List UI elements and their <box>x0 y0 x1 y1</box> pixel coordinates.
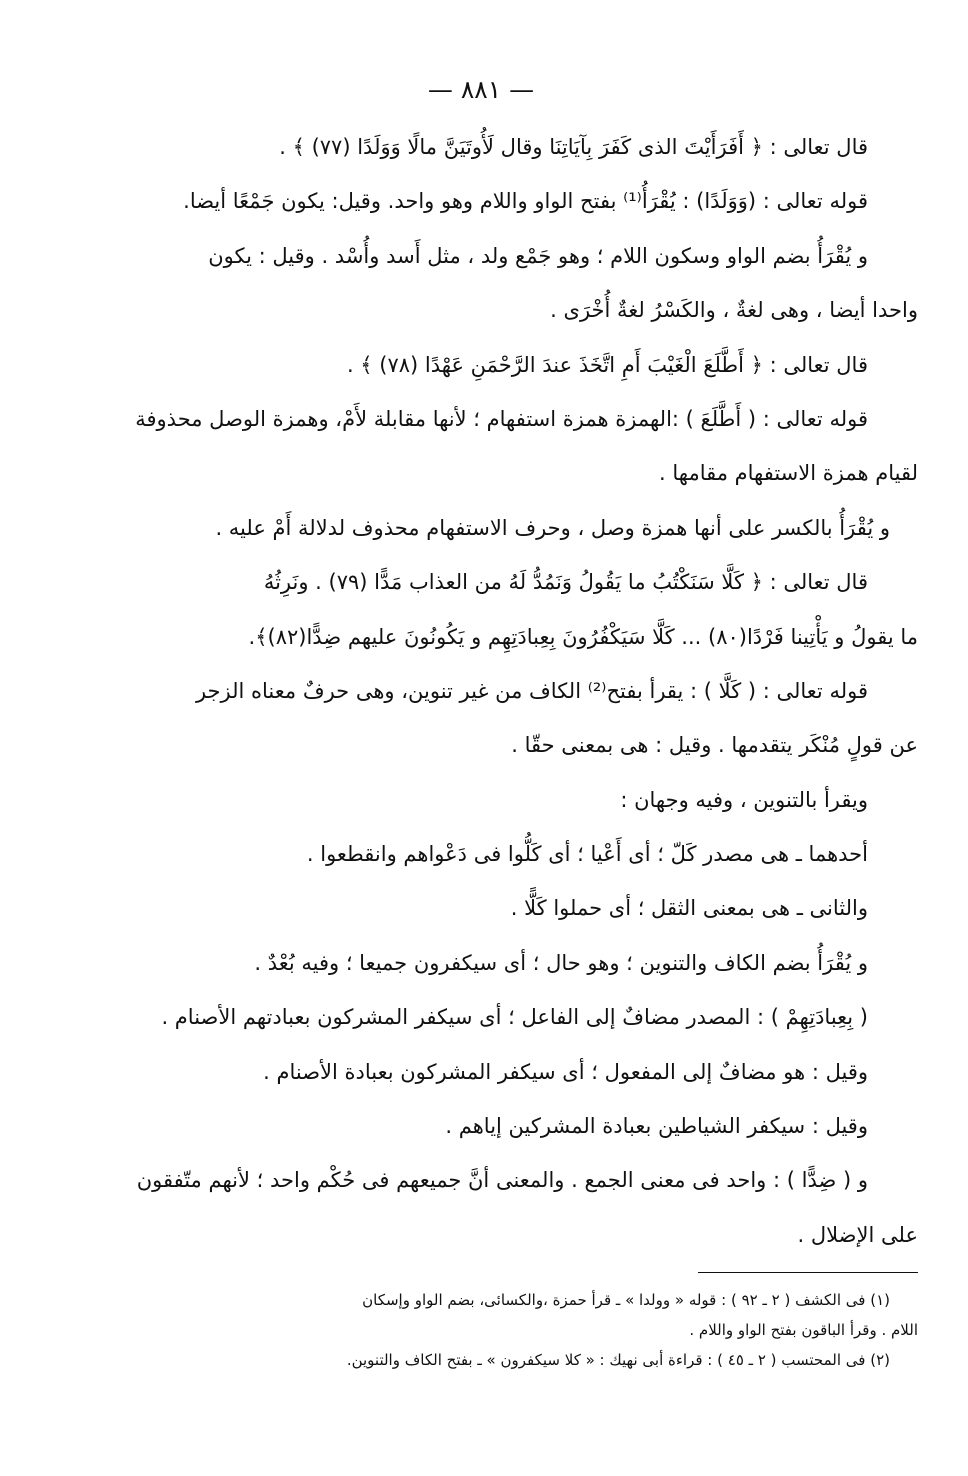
commentary-line: قوله تعالى : (وَوَلَدًا) : يُقْرَأُ⁽¹⁾ بفتح الواو واللام وهو واحد. وقيل: يكون جَمْعًا أيضا. <box>183 189 868 214</box>
commentary-line: قوله تعالى : ( كَلَّا ) : يقرأ بفتح⁽²⁾ الكاف من غير تنوين، وهى حرفٌ معناه الزجر <box>195 678 868 703</box>
commentary-line: على الإضلال . <box>797 1222 918 1247</box>
commentary-line: واحدا أيضا ، وهى لغةٌ ، والكَسْرُ لغةٌ أُخْرَى . <box>550 298 918 323</box>
footnote-line: (٢) فى المحتسب ( ٢ ـ ٤٥ ) : قراءة أبى نهيك : « كلا سيكفرون » ـ بفتح الكاف والتنوين. <box>346 1351 890 1370</box>
commentary-line: وقيل : هو مضافٌ إلى المفعول ؛ أى سيكفر المشركون بعبادة الأصنام . <box>263 1059 868 1084</box>
verse-line: قال تعالى : ﴿ أَطَّلَعَ الْغَيْبَ أَمِ اتَّخَذَ عندَ الرَّحْمَنِ عَهْدًا (٧٨) ﴾ . <box>346 352 868 377</box>
verse-line: قال تعالى : ﴿ أَفَرَأَيْتَ الذى كَفَرَ بِآيَاتِنَا وقال لَأُوتَيَنَّ مالًا وَوَلَدًا (٧٧) ﴾ . <box>279 135 868 159</box>
commentary-line: و يُقْرَأُ بالكسر على أنها همزة وصل ، وحرف الاستفهام محذوف لدلالة أَمْ عليه . <box>215 515 890 540</box>
commentary-line: و يُقْرَأُ بضم الكاف والتنوين ؛ وهو حال ؛ أى سيكفرون جميعا ؛ وفيه بُعْدٌ . <box>254 950 868 975</box>
commentary-line: أحدهما ـ هى مصدر كَلّ ؛ أى أَعْيا ؛ أى كَلُّوا فى دَعْواهم وانقطعوا . <box>306 842 868 867</box>
commentary-line: وقيل : سيكفر الشياطين بعبادة المشركين إياهم . <box>445 1114 868 1139</box>
commentary-line: ( بِعِبادَتِهِمْ ) : المصدر مضافٌ إلى الفاعل ؛ أى سيكفر المشركون بعبادتهم الأصنام . <box>161 1005 868 1030</box>
commentary-line: عن قولٍ مُنْكَر يتقدمها . وقيل : هى بمعنى حقّا . <box>511 733 918 758</box>
commentary-line: و يُقْرَأُ بضم الواو وسكون اللام ؛ وهو جَمْع ولد ، مثل أَسد وأُسْد . وقيل : يكون <box>208 243 868 268</box>
page-number: — ٨٨١ — <box>427 75 535 104</box>
commentary-line: ويقرأ بالتنوين ، وفيه وجهان : <box>620 787 868 812</box>
footnote-divider <box>698 1272 918 1273</box>
commentary-line: قوله تعالى : ( أَطَّلَعَ ) :الهمزة همزة استفهام ؛ لأنها مقابلة لأَمْ، وهمزة الوصل محذوفة <box>135 406 868 431</box>
verse-line: ما يقولُ و يَأْتِينا فَرْدًا(٨٠) ... كَلَّا سَيَكْفُرُونَ بِعِبادَتِهِم و يَكُونُونَ عليهم ضِدًّا(٨٢)﴾. <box>248 624 918 649</box>
commentary-line: و ( ضِدًّا ) : واحد فى معنى الجمع . والمعنى أنَّ جميعهم فى حُكْم واحد ؛ لأنهم متّفقون <box>136 1168 868 1193</box>
commentary-line: لقيام همزة الاستفهام مقامها . <box>659 461 918 486</box>
footnotes <box>44 1285 918 1375</box>
body-text <box>44 120 918 1262</box>
footnote-line: اللام . وقرأ الباقون بفتح الواو واللام . <box>689 1321 918 1340</box>
footnote-line: (١) فى الكشف ( ٢ ـ ٩٢ ) : قوله « وولدا » ـ قرأ حمزة ،والكسائى، بضم الواو وإسكان <box>362 1291 890 1310</box>
commentary-line: والثانى ـ هى بمعنى الثقل ؛ أى حملوا كَلًّا . <box>510 896 868 921</box>
verse-line: قال تعالى : ﴿ كَلَّا سَنَكْتُبُ ما يَقُولُ وَنَمُدُّ لَهُ من العذاب مَدًّا (٧٩) . ونَرِثُهُ <box>263 570 868 595</box>
